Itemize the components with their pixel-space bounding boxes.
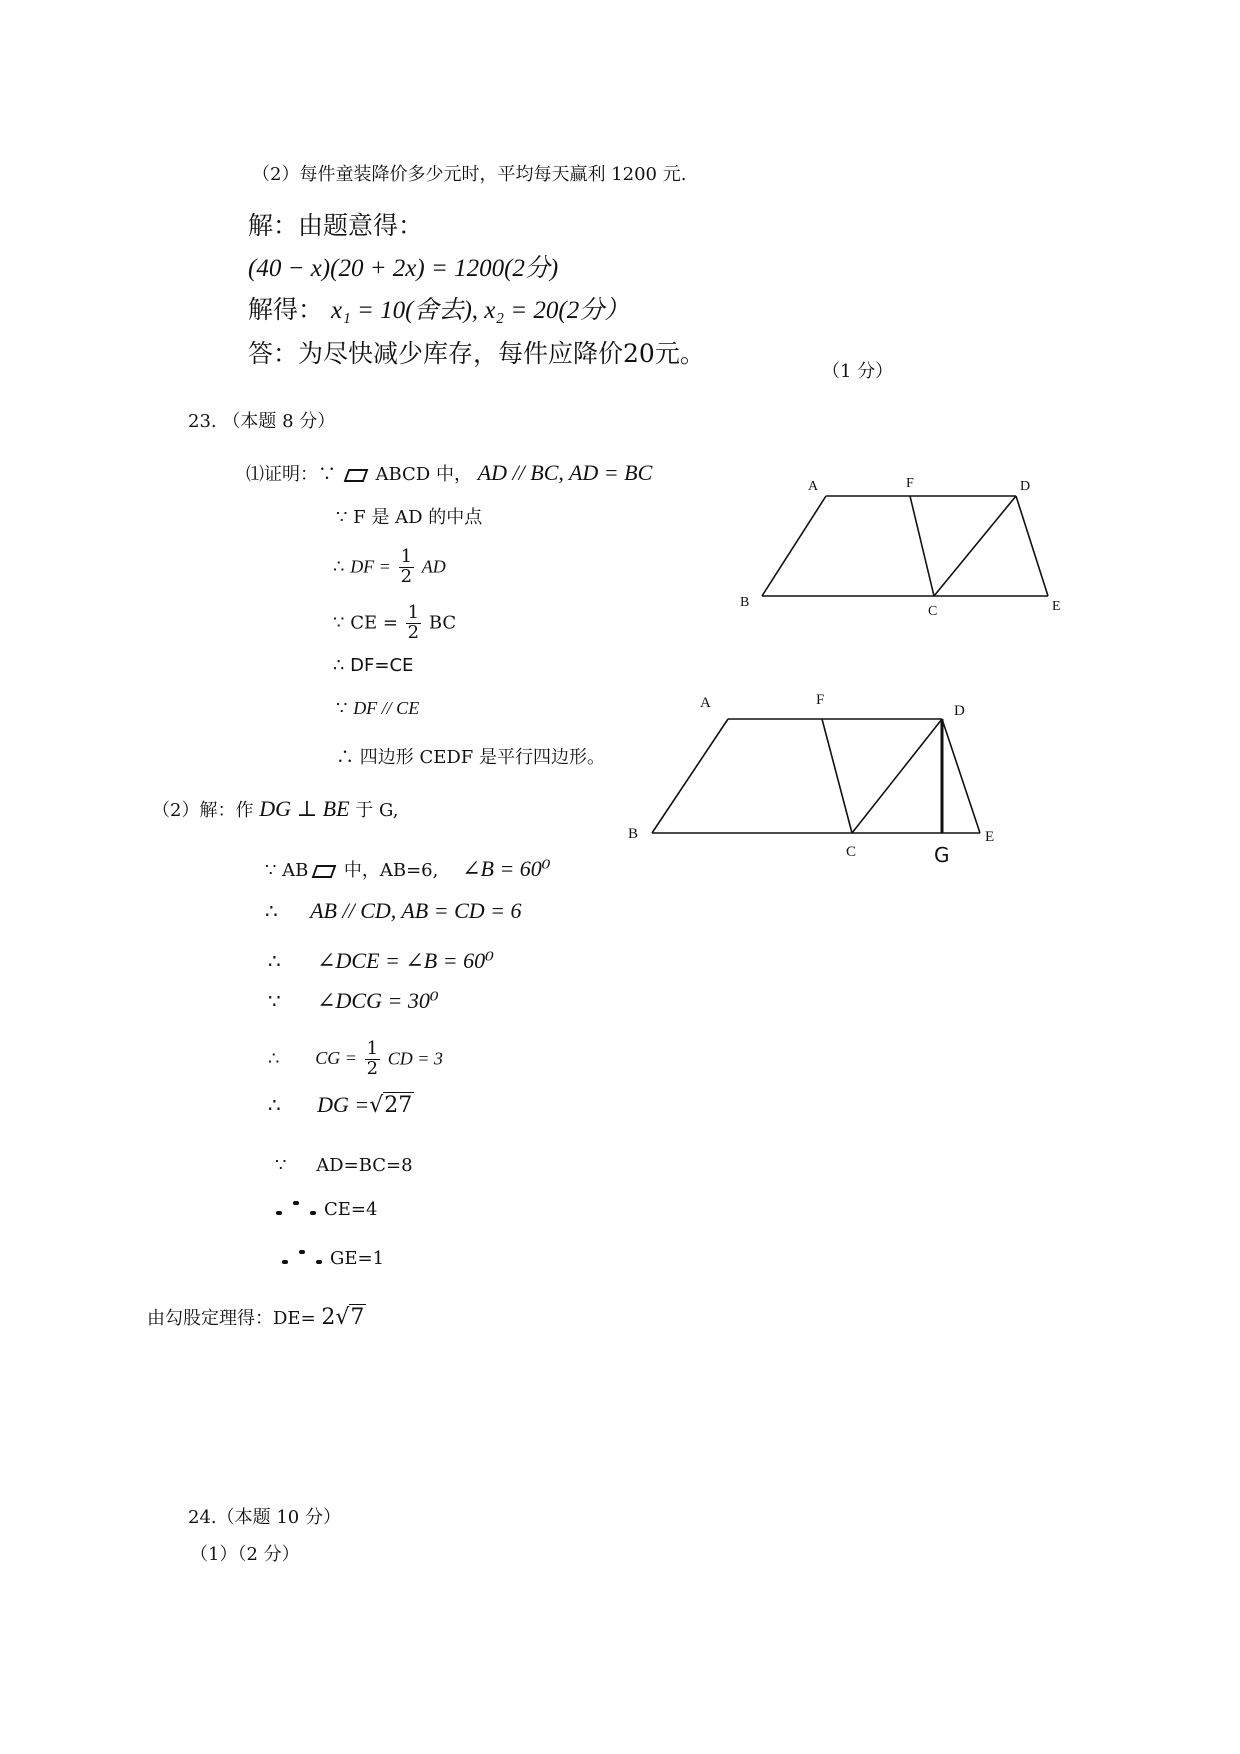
label-f: F [816, 692, 825, 708]
q22-score: （1 分） [822, 361, 894, 382]
label-c: C [928, 604, 938, 619]
q22-equation: (40 − x)(20 + 2x) = 1200(2分) [248, 255, 559, 282]
q23-final: 由勾股定理得：DE= 2√7 [147, 1305, 365, 1330]
because-symbol: ∵ [333, 612, 345, 634]
segment-de [1016, 496, 1048, 596]
q23-step8 [276, 1201, 377, 1219]
q23-step5 [268, 1040, 443, 1079]
q23-cg-eq: CG = [315, 1048, 357, 1069]
q23-ab-cd: AB // CD, AB = CD = 6 [310, 898, 522, 923]
q23-angle-dce: ∠DCE = ∠B = 60⁰ [317, 948, 494, 973]
therefore-symbol: ∴ [333, 556, 345, 578]
q23-de-radicand: 7 [350, 1305, 365, 1330]
q23-step7 [275, 1157, 413, 1175]
figure-2-parallelogram [620, 690, 1020, 870]
q23-pythagoras: 由勾股定理得：DE= [147, 1308, 316, 1329]
q23-proof-line3 [333, 548, 446, 587]
q23-df-ad: AD [421, 556, 446, 577]
q22-answer: 答：为尽快减少库存，每件应降价20元。 [248, 339, 705, 368]
label-e: E [985, 829, 995, 845]
therefore-symbol: ∴ [268, 1048, 280, 1070]
q22-result [248, 297, 629, 323]
q23-step1-label: ∵ AB [265, 860, 309, 881]
q23-ce-eq: CE = [350, 612, 398, 634]
q23-dg-eq: DG = [317, 1092, 370, 1117]
parallelogram-icon [343, 469, 368, 482]
q22-question: （2）每件童装降价多少元时，平均每天赢利 1200 元. [252, 164, 687, 185]
therefore-symbol: ∴ [268, 949, 281, 973]
segment-ab [762, 496, 826, 596]
q24-part1: （1）（2 分） [190, 1544, 300, 1565]
therefore-symbol: ∴ [265, 899, 278, 923]
q23-proof-line5: ∴ DF=CE [333, 655, 414, 676]
q23-df-parallel-ce: DF // CE [353, 698, 420, 718]
fraction-half: $\frac{1}{2}$ [400, 546, 413, 587]
q23-step9 [282, 1250, 384, 1268]
label-e: E [1052, 599, 1061, 614]
label-b: B [740, 595, 750, 610]
label-g: G [934, 843, 950, 867]
q23-proof-given: AD // BC, AD = BC [477, 460, 653, 485]
because-symbol: ∵ [268, 989, 281, 1013]
q23-at-g: 于 G, [355, 800, 399, 821]
because-symbol: ∵ [336, 698, 348, 719]
segment-ab [652, 719, 728, 833]
therefore-symbol [276, 1201, 324, 1219]
q23-step1-ab: 中，AB=6, [343, 860, 439, 881]
q23-de-coef: 2 [321, 1305, 336, 1330]
q23-part2-intro [152, 798, 398, 820]
q23-proof-label: ⑴证明：∵ [246, 464, 336, 485]
label-f: F [906, 476, 914, 491]
label-a: A [700, 695, 711, 711]
label-b: B [628, 826, 639, 842]
q23-proof-line1 [246, 462, 652, 484]
fraction-half: $\frac{1}{2}$ [366, 1038, 379, 1079]
segment-fc [910, 496, 934, 596]
q23-angle-b: ∠B = 60⁰ [462, 856, 551, 881]
q23-step3 [268, 950, 494, 972]
q23-proof-line4 [333, 604, 456, 643]
q23-ad-bc: AD=BC=8 [316, 1155, 413, 1176]
q22-result-label: 解得： [248, 295, 324, 324]
q24-header: 24.（本题 10 分） [188, 1507, 341, 1528]
q23-ce-value: CE=4 [324, 1199, 378, 1220]
q23-proof-abcd: ABCD 中， [375, 464, 472, 485]
segment-cd [934, 496, 1016, 596]
therefore-symbol [282, 1250, 330, 1268]
segment-cd [852, 719, 942, 833]
label-c: C [846, 844, 857, 860]
q23-ce-bc: BC [428, 612, 457, 634]
q23-ge-value: GE=1 [330, 1248, 385, 1269]
q22-result-values: x₁ = 10(舍去), x₂ = 20(2分） [330, 297, 630, 324]
q23-perpendicular: DG ⊥ BE [259, 796, 350, 821]
q23-proof-conclusion: ∴ 四边形 CEDF 是平行四边形。 [336, 747, 605, 768]
figure-1-parallelogram [730, 470, 1080, 620]
q23-step4 [268, 990, 439, 1012]
label-d: D [954, 703, 965, 719]
q23-step6: ∴ DG =√27 [268, 1092, 413, 1118]
because-symbol: ∵ [275, 1155, 287, 1176]
q23-df-eq: DF = [350, 556, 391, 577]
segment-fc [822, 719, 852, 833]
q23-dg-value: 27 [384, 1093, 413, 1118]
q23-proof-line6 [336, 699, 419, 718]
fraction-half: $\frac{1}{2}$ [407, 602, 420, 643]
therefore-symbol: ∴ [268, 1093, 281, 1117]
q23-angle-dcg: ∠DCG = 30⁰ [317, 988, 439, 1013]
q23-step1 [265, 858, 551, 880]
q23-cd-value: CD = 3 [387, 1048, 443, 1069]
q22-solution-intro: 解：由题意得： [248, 211, 424, 240]
label-a: A [808, 479, 819, 494]
q23-proof-line2: ∵ F 是 AD 的中点 [336, 507, 483, 528]
label-d: D [1020, 479, 1031, 494]
q23-step2 [265, 900, 522, 922]
q23-part2-label: （2）解：作 [152, 800, 254, 821]
q23-header: 23. （本题 8 分） [188, 411, 336, 432]
parallelogram-icon [312, 865, 337, 878]
segment-de [942, 719, 980, 833]
